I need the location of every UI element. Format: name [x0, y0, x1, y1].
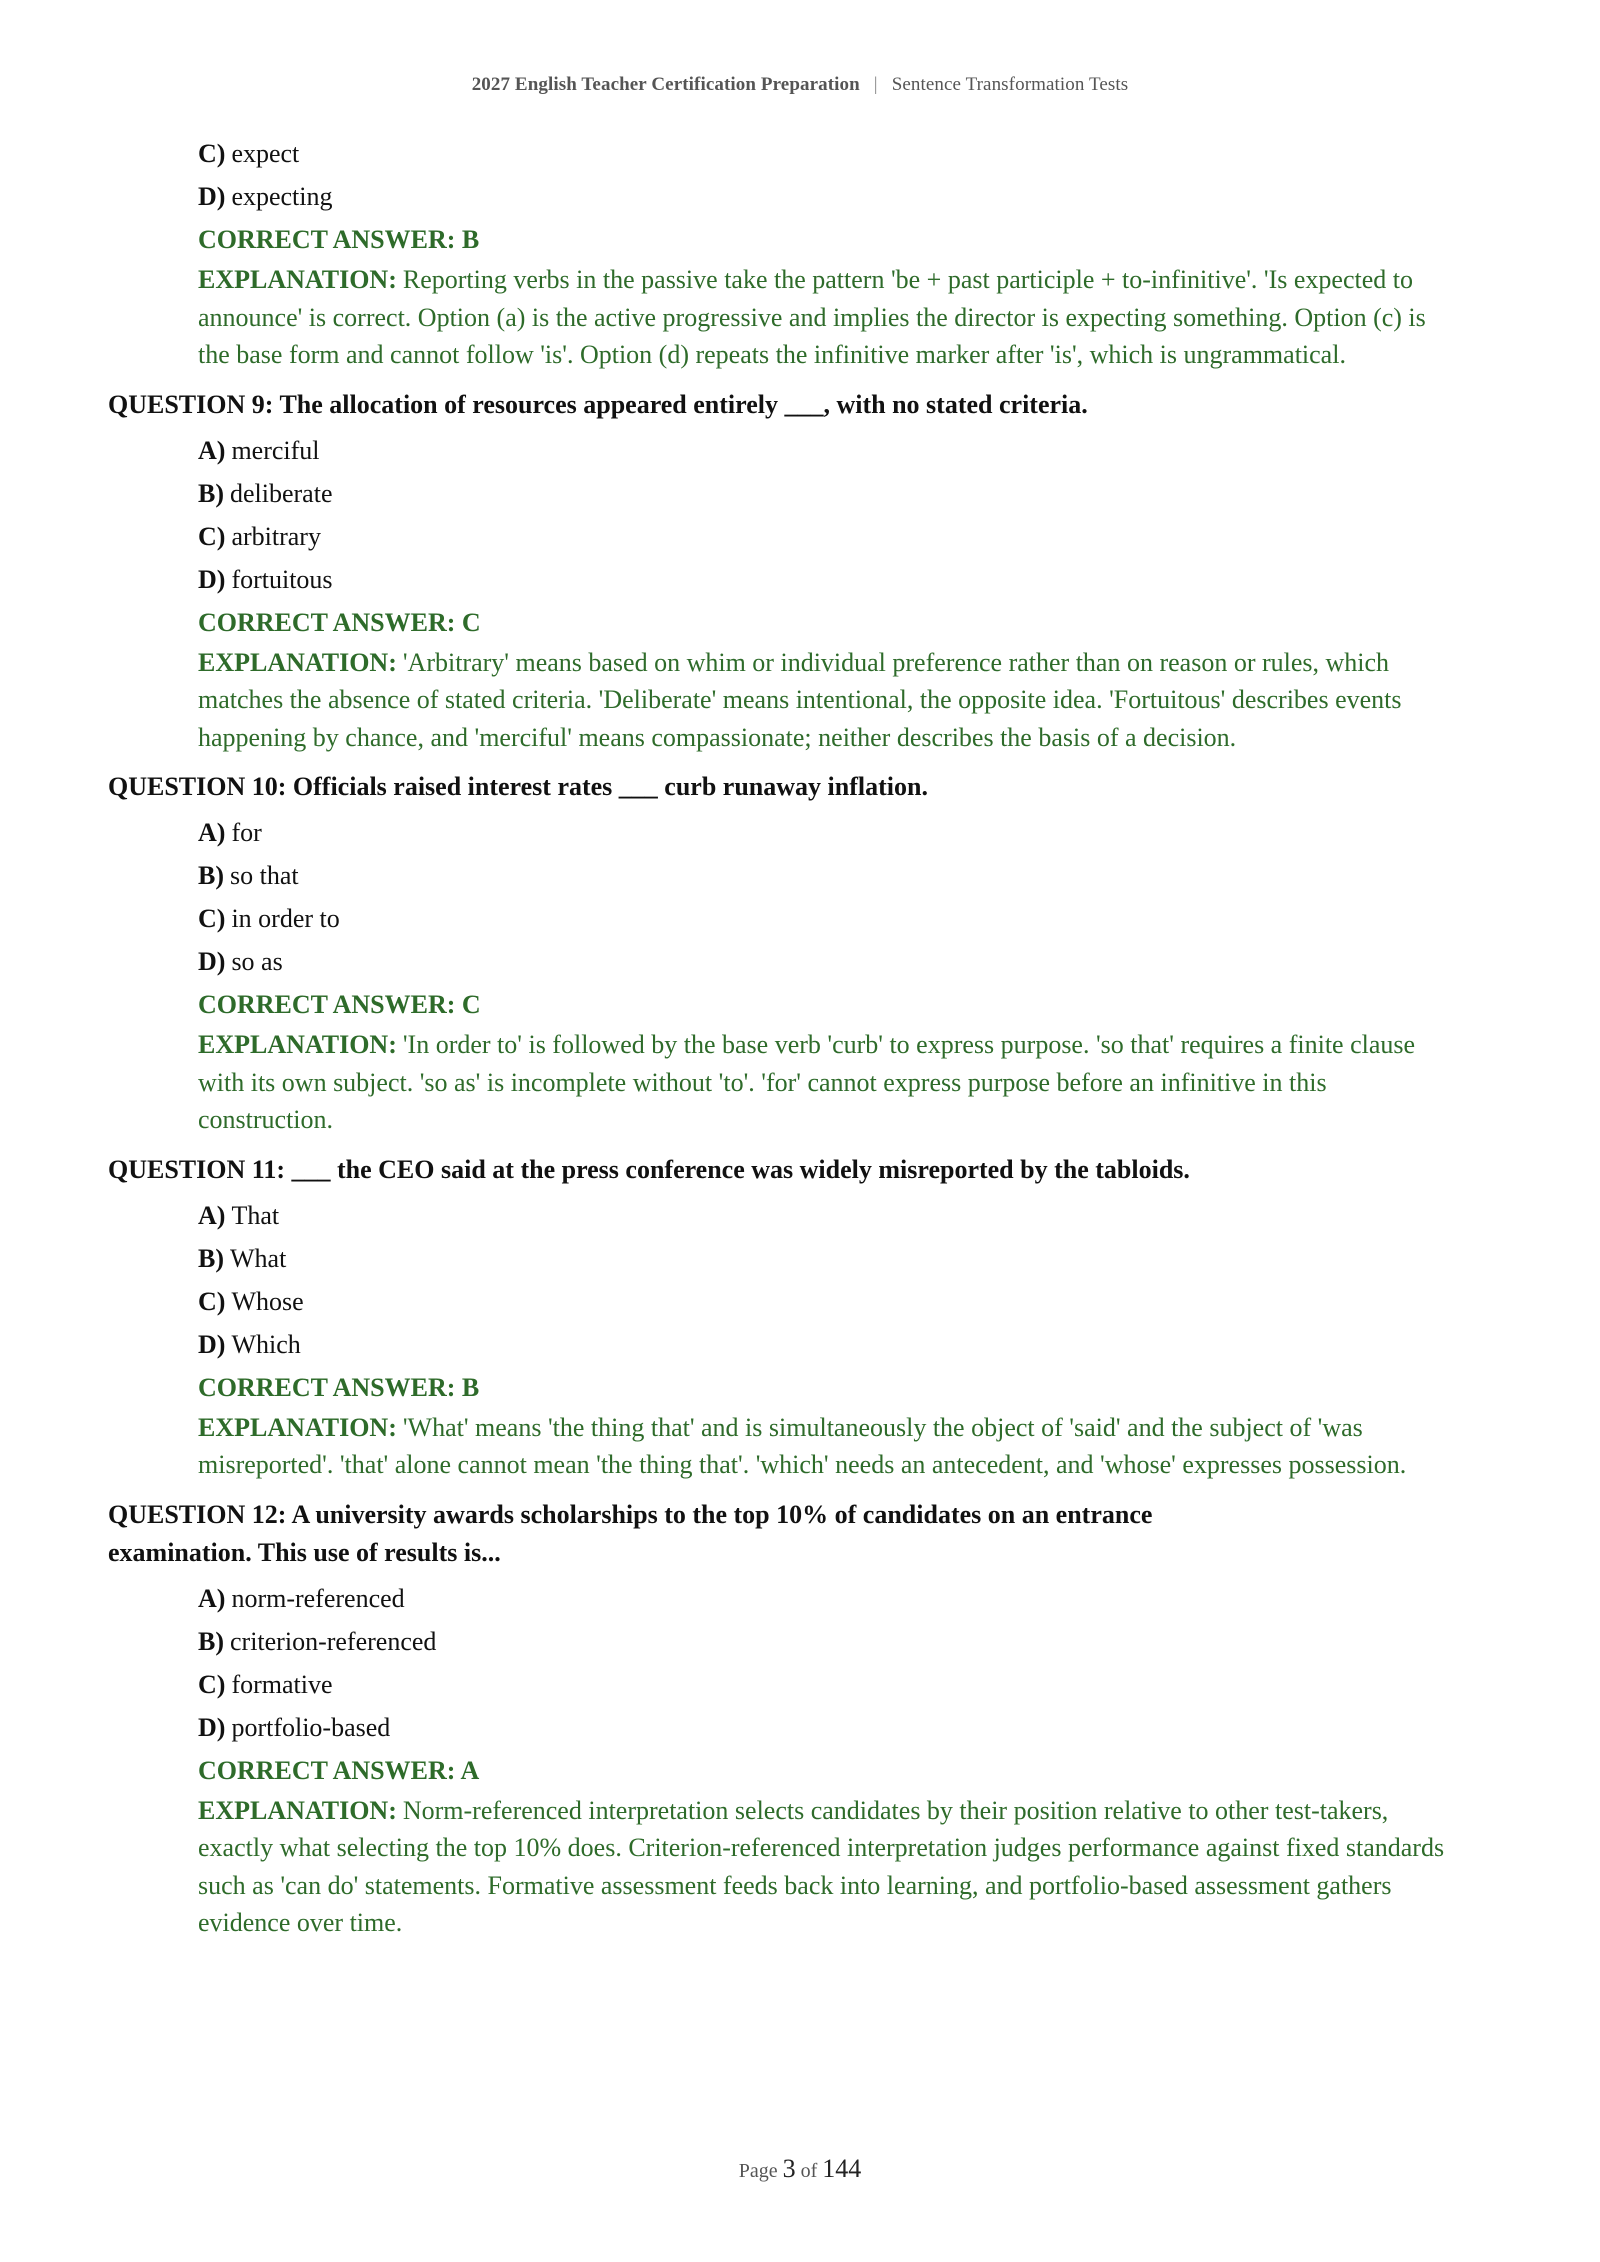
options-list	[198, 132, 1453, 218]
explanation	[198, 1026, 1453, 1139]
option-d	[198, 1706, 1453, 1749]
explanation-text: 'Arbitrary' means based on whim or individual preference rather than on reason or rules, which matches the absence of stated criteria. 'Deliberate' means intentional, the opposite idea. 'Fortuitous' describes events happening by chance, and 'merciful' means compassionate; neither describes the basis of a decision.	[198, 647, 1402, 752]
option-letter: C)	[198, 1286, 226, 1316]
explanation-text: Norm-referenced interpretation selects candidates by their position relative to other test-takers, exactly what selecting the top 10% does. Criterion-referenced interpretation judges performance against fixed standards such as 'can do' statements. Formative assessment feeds back into learning, and portfolio-based assessment gathers evidence over time.	[198, 1795, 1445, 1937]
explanation-label: EXPLANATION:	[198, 647, 397, 677]
explanation-label: EXPLANATION:	[198, 1795, 397, 1825]
header-subtitle: Sentence Transformation Tests	[891, 74, 1129, 95]
option-letter: B)	[198, 1243, 224, 1273]
option-d	[198, 558, 1453, 601]
page-footer	[0, 2154, 1600, 2184]
explanation-text: 'In order to' is followed by the base verb 'curb' to express purpose. 'so that' requires a finite clause with its own subject. 'so as' is incomplete without 'to'. 'for' cannot express purpose before an infinitive in this construction.	[198, 1030, 1416, 1134]
option-d	[198, 940, 1453, 983]
option-letter: D)	[198, 1329, 226, 1359]
of-label: of	[800, 2160, 818, 2182]
option-b	[198, 1620, 1453, 1663]
question-prompt: QUESTION 11: ___ the CEO said at the press conference was widely misreported by the tabloids.	[108, 1154, 1190, 1184]
question-block-continued	[153, 132, 1453, 374]
option-text: norm-referenced	[231, 1583, 405, 1613]
correct-answer: CORRECT ANSWER: B	[198, 225, 480, 254]
option-text: What	[230, 1243, 287, 1273]
option-text: so as	[231, 947, 283, 976]
option-c	[198, 1663, 1453, 1706]
option-text: expecting	[231, 182, 333, 211]
option-text: expect	[231, 139, 300, 168]
explanation-label: EXPLANATION:	[198, 1030, 397, 1059]
question-prompt: QUESTION 12: A university awards scholarships to the top 10% of candidates on an entrance examination. This use of results is...	[108, 1499, 1153, 1567]
option-c	[198, 132, 1453, 175]
explanation	[198, 1409, 1453, 1484]
option-letter: A)	[198, 1200, 226, 1230]
options-list	[198, 811, 1453, 983]
option-text: merciful	[231, 435, 320, 465]
option-letter: D)	[198, 947, 226, 976]
option-letter: B)	[198, 1626, 224, 1656]
page-number: 3	[782, 2154, 796, 2183]
option-text: fortuitous	[231, 564, 333, 594]
option-text: arbitrary	[231, 521, 321, 551]
option-letter: D)	[198, 564, 226, 594]
option-a	[198, 1577, 1453, 1620]
options-list	[198, 1194, 1453, 1366]
option-b	[198, 854, 1453, 897]
option-letter: D)	[198, 182, 226, 211]
explanation-label: EXPLANATION:	[198, 265, 397, 294]
explanation	[198, 1792, 1453, 1942]
question-block-11	[108, 1151, 1453, 1484]
option-letter: D)	[198, 1712, 226, 1742]
correct-answer: CORRECT ANSWER: B	[198, 1372, 480, 1402]
option-letter: A)	[198, 1583, 226, 1613]
option-d	[198, 175, 1453, 218]
option-letter: A)	[198, 435, 226, 465]
option-a	[198, 1194, 1453, 1237]
correct-answer: CORRECT ANSWER: A	[198, 1755, 480, 1785]
option-letter: C)	[198, 521, 226, 551]
question-block-12	[108, 1496, 1453, 1942]
page-label: Page	[738, 2160, 778, 2182]
option-c	[198, 515, 1453, 558]
option-text: That	[231, 1200, 280, 1230]
option-d	[198, 1323, 1453, 1366]
question-block-9	[108, 386, 1453, 757]
option-text: Whose	[231, 1286, 304, 1316]
option-a	[198, 811, 1453, 854]
question-prompt: QUESTION 9: The allocation of resources appeared entirely ___, with no stated criteria.	[108, 389, 1088, 419]
question-prompt: QUESTION 10: Officials raised interest rates ___ curb runaway inflation.	[108, 772, 928, 801]
option-b	[198, 1237, 1453, 1280]
option-text: criterion-referenced	[230, 1626, 437, 1656]
options-list	[198, 429, 1453, 601]
explanation	[198, 644, 1453, 757]
option-text: portfolio-based	[231, 1712, 391, 1742]
explanation-text: Reporting verbs in the passive take the pattern 'be + past participle + to-infinitive'. 'Is expected to announce' is correct. Option (a) is the active progressive and implies the director is expecting something. Option (c) is the base form and cannot follow 'is'. Option (d) repeats the infinitive marker after 'is', which is ungrammatical.	[198, 265, 1426, 369]
option-text: deliberate	[230, 478, 333, 508]
explanation	[198, 261, 1453, 374]
option-a	[198, 429, 1453, 472]
header-separator: |	[873, 74, 878, 95]
option-letter: C)	[198, 1669, 226, 1699]
options-list	[198, 1577, 1453, 1749]
page-content	[108, 132, 1453, 1954]
option-text: formative	[231, 1669, 333, 1699]
option-text: in order to	[231, 904, 340, 933]
option-letter: A)	[198, 818, 226, 847]
correct-answer: CORRECT ANSWER: C	[198, 990, 481, 1019]
explanation-text: 'What' means 'the thing that' and is simultaneously the object of 'said' and the subject of 'was misreported'. 'that' alone cannot mean 'the thing that'. 'which' needs an antecedent, and 'whose' expresses possession.	[198, 1412, 1407, 1479]
question-block-10	[108, 768, 1453, 1139]
explanation-label: EXPLANATION:	[198, 1412, 397, 1442]
correct-answer: CORRECT ANSWER: C	[198, 607, 481, 637]
page-header	[0, 74, 1600, 96]
option-text: Which	[231, 1329, 301, 1359]
option-text: so that	[230, 861, 299, 890]
option-letter: C)	[198, 139, 226, 168]
option-letter: C)	[198, 904, 226, 933]
option-b	[198, 472, 1453, 515]
total-pages: 144	[822, 2154, 862, 2183]
header-title: 2027 English Teacher Certification Preparation	[471, 74, 860, 95]
option-letter: B)	[198, 861, 224, 890]
option-letter: B)	[198, 478, 224, 508]
option-text: for	[231, 818, 262, 847]
option-c	[198, 897, 1453, 940]
option-c	[198, 1280, 1453, 1323]
